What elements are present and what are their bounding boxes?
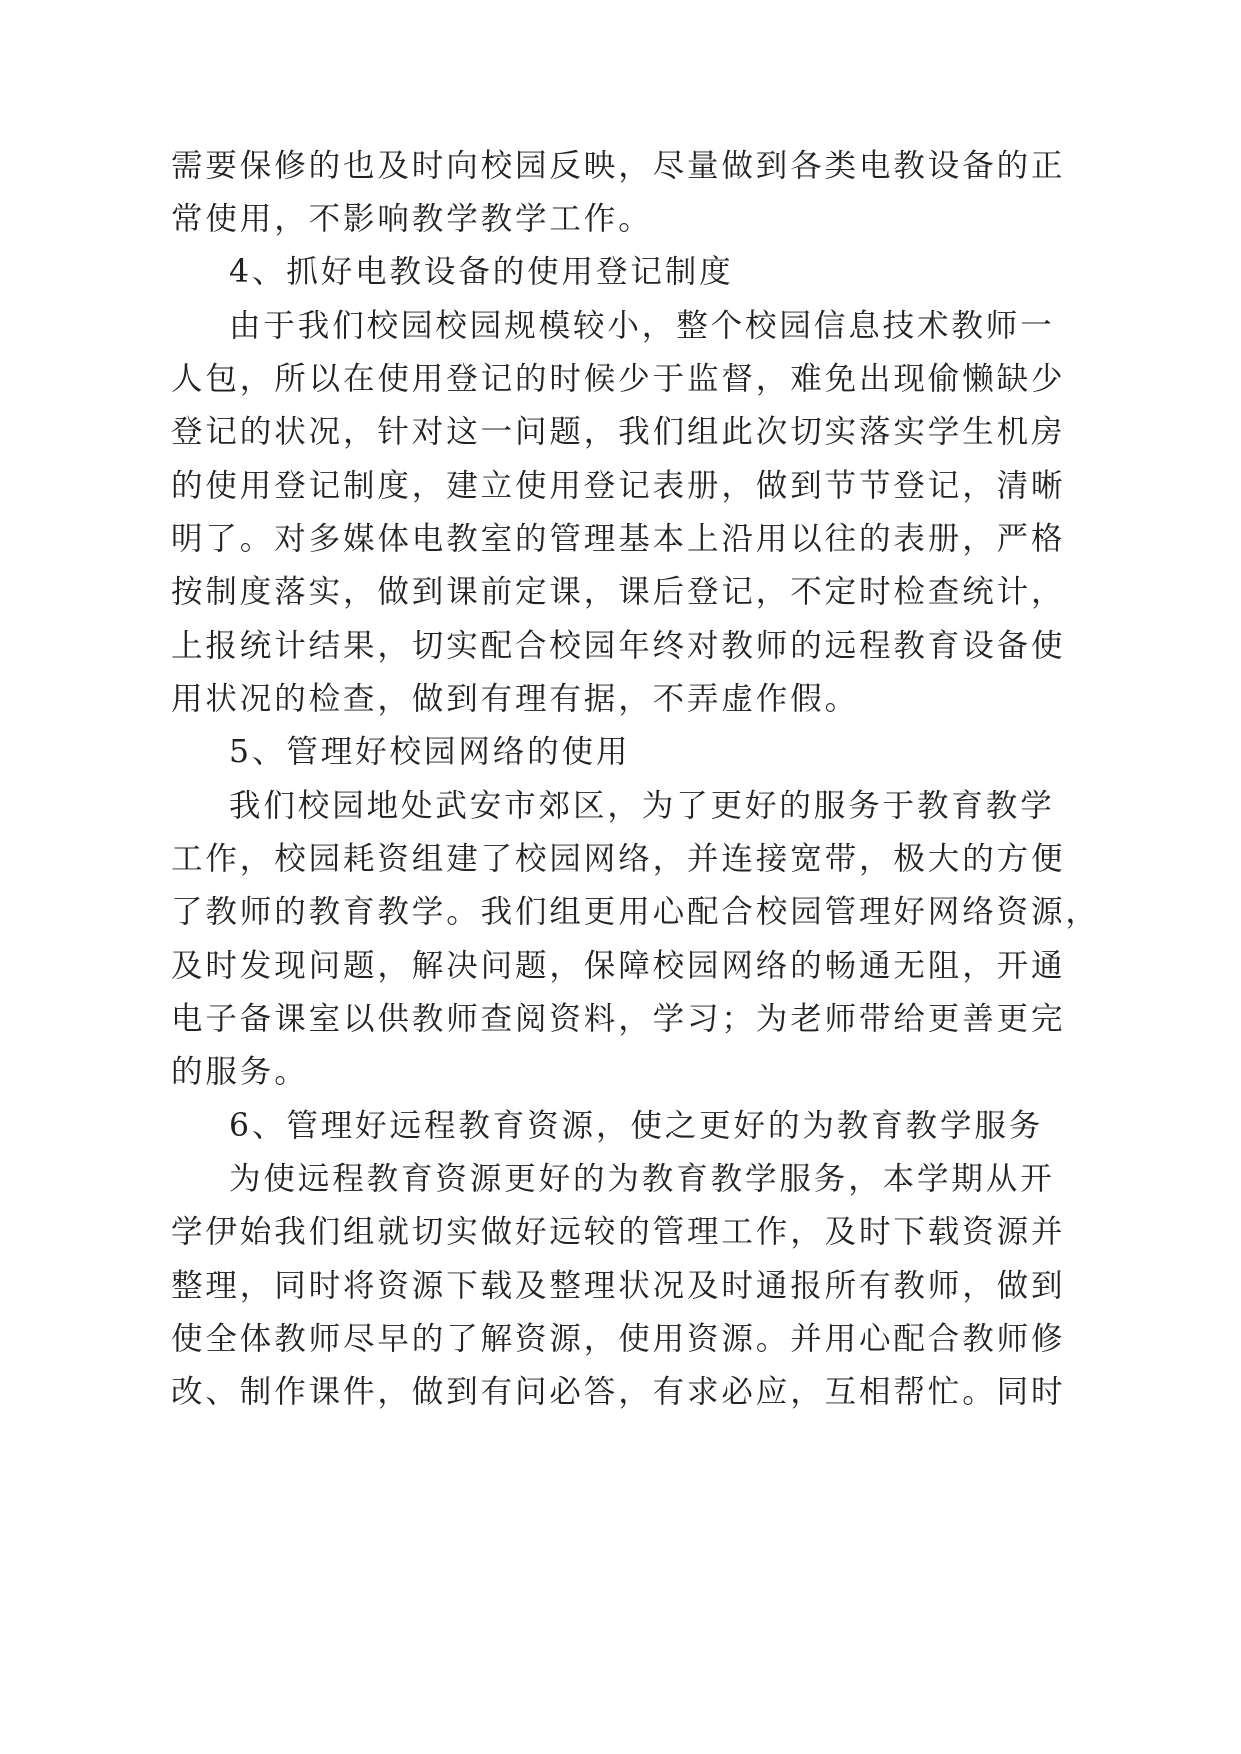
body-line-15: 电子备课室以供教师查阅资料，学习；为老师带给更善更完 bbox=[171, 1001, 1066, 1037]
body-line-3: 由于我们校园校园规模较小，整个校园信息技术教师一 bbox=[229, 308, 1055, 344]
body-line-17: 为使远程教育资源更好的为教育教学服务，本学期从开 bbox=[229, 1161, 1055, 1197]
body-line-16: 的服务。 bbox=[171, 1054, 309, 1090]
body-line-4: 人包，所以在使用登记的时候少于监督，难免出现偷懒缺少 bbox=[171, 361, 1066, 397]
heading-4: 4、抓好电教设备的使用登记制度 bbox=[229, 254, 734, 290]
body-line-10: 用状况的检查，做到有理有据，不弄虚作假。 bbox=[171, 681, 860, 717]
body-line-18: 学伊始我们组就切实做好远较的管理工作，及时下载资源并 bbox=[171, 1214, 1066, 1250]
body-line-11: 我们校园地处武安市郊区，为了更好的服务于教育教学 bbox=[229, 788, 1055, 824]
body-line-13: 了教师的教育教学。我们组更用心配合校园管理好网络资源， bbox=[171, 894, 1100, 930]
body-line-20: 使全体教师尽早的了解资源，使用资源。并用心配合教师修 bbox=[171, 1321, 1066, 1357]
body-line-19: 整理，同时将资源下载及整理状况及时通报所有教师，做到 bbox=[171, 1268, 1066, 1304]
body-line-8: 按制度落实，做到课前定课，课后登记，不定时检查统计， bbox=[171, 574, 1066, 610]
heading-6: 6、管理好远程教育资源，使之更好的为教育教学服务 bbox=[229, 1108, 1044, 1144]
body-line-12: 工作，校园耗资组建了校园网络，并连接宽带，极大的方便 bbox=[171, 841, 1066, 877]
heading-5: 5、管理好校园网络的使用 bbox=[229, 734, 631, 770]
body-line-6: 的使用登记制度，建立使用登记表册，做到节节登记，清晰 bbox=[171, 468, 1066, 504]
body-line-14: 及时发现问题，解决问题，保障校园网络的畅通无阻，开通 bbox=[171, 948, 1066, 984]
body-line-9: 上报统计结果，切实配合校园年终对教师的远程教育设备使 bbox=[171, 628, 1066, 664]
body-line-1: 需要保修的也及时向校园反映，尽量做到各类电教设备的正 bbox=[171, 148, 1066, 184]
body-line-5: 登记的状况，针对这一问题，我们组此次切实落实学生机房 bbox=[171, 414, 1066, 450]
body-line-21: 改、制作课件，做到有问必答，有求必应，互相帮忙。同时 bbox=[171, 1374, 1066, 1410]
body-line-7: 明了。对多媒体电教室的管理基本上沿用以往的表册，严格 bbox=[171, 521, 1066, 557]
body-line-2: 常使用，不影响教学教学工作。 bbox=[171, 201, 653, 237]
